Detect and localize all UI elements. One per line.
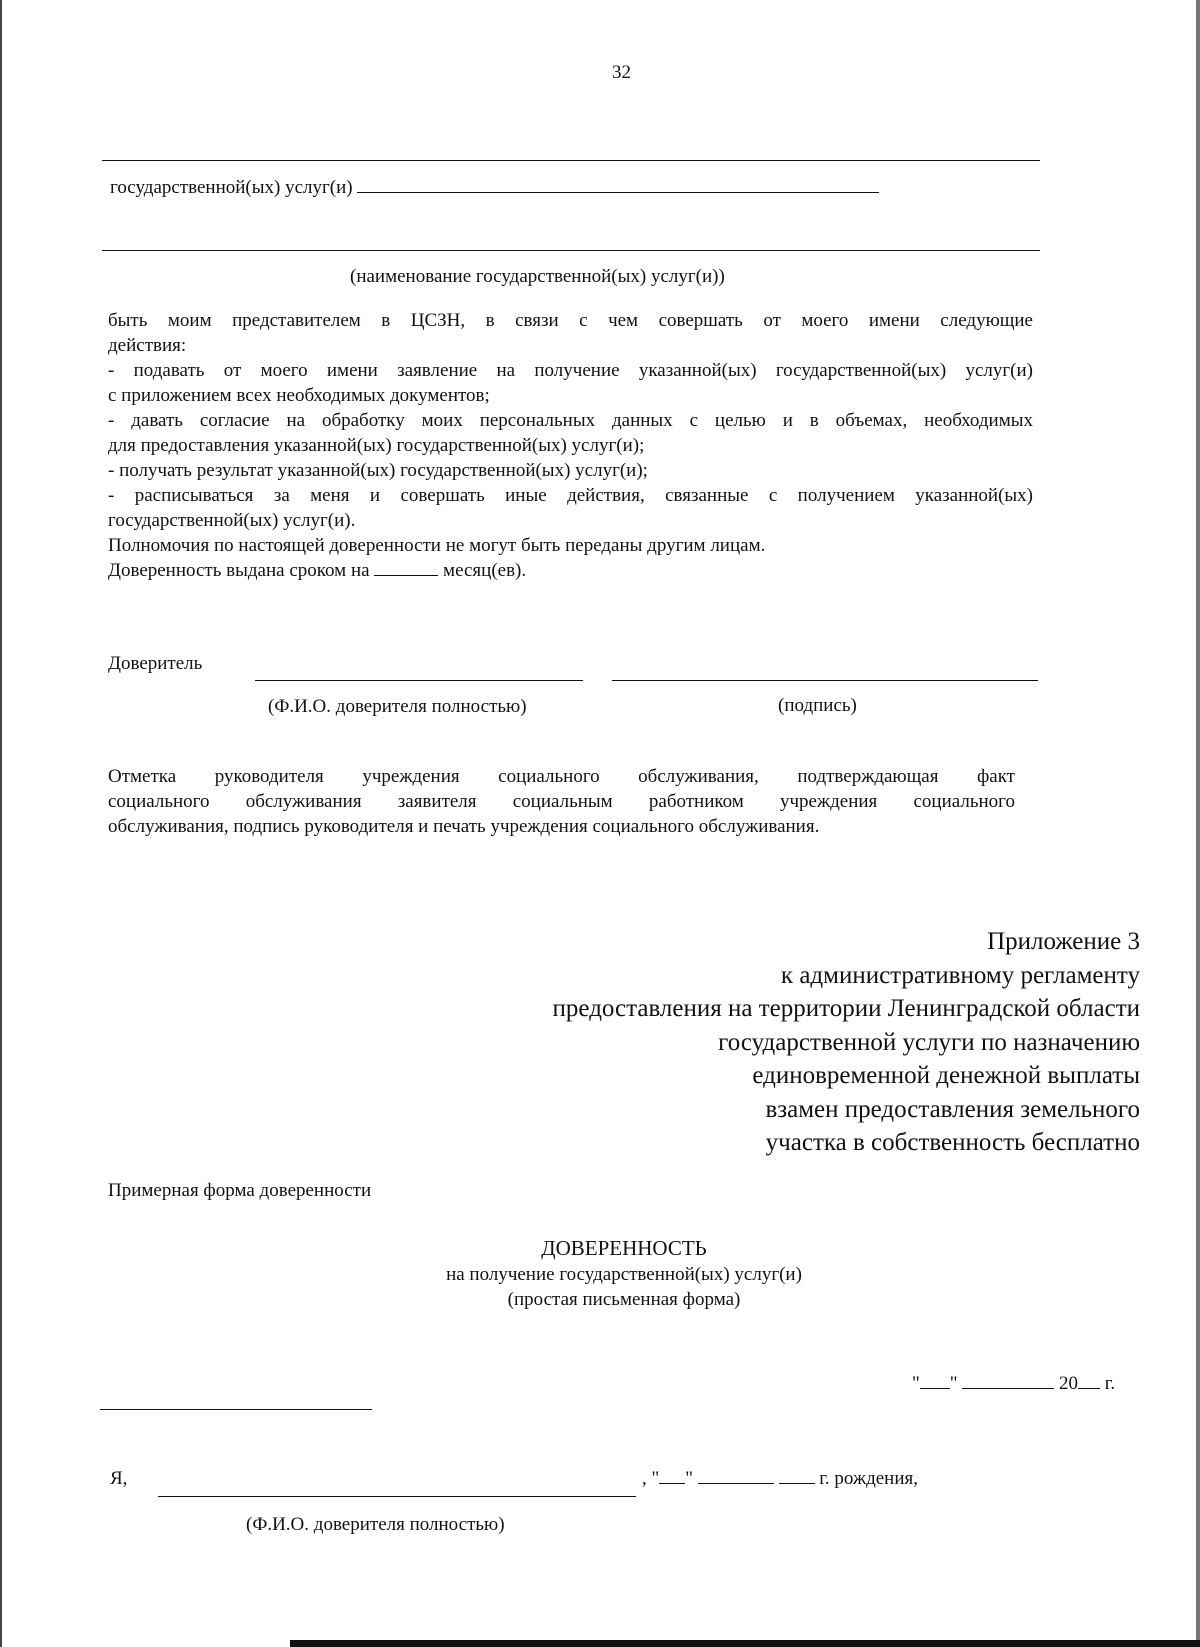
appendix-line: взамен предоставления земельного: [765, 1095, 1140, 1123]
body-line: быть моим представителем в ЦСЗН, в связи с чем совершать от моего имени следующие: [108, 310, 1033, 331]
body-line: Полномочия по настоящей доверенности не могут быть переданы другим лицам.: [108, 535, 766, 556]
services-caption: (наименование государственной(ых) услуг(и)): [350, 266, 725, 287]
page-number: 32: [612, 62, 631, 83]
date-line: [912, 1371, 1115, 1396]
body-line: - давать согласие на обработку моих персональных данных с целью и в объемах, необходимых: [108, 410, 1033, 431]
appendix-line: Приложение 3: [987, 928, 1140, 955]
principal-label: Доверитель: [108, 653, 203, 674]
date-quote-close: ": [949, 1373, 958, 1394]
date-year-suffix: г.: [1104, 1373, 1116, 1394]
services-prefix: [110, 175, 879, 200]
principal-signature-line: [612, 680, 1038, 681]
body-line: - получать результат указанной(ых) государственной(ых) услуг(и);: [108, 460, 648, 481]
place-line: [100, 1409, 372, 1410]
scan-edge-left: [0, 0, 2, 1647]
date-year-blank: [1078, 1387, 1100, 1389]
head-note: [108, 764, 1015, 839]
doc-title-block: [324, 1234, 924, 1312]
identity-fio-line: [158, 1496, 636, 1497]
identity-comma-quote: , ": [642, 1468, 660, 1489]
appendix-line: участка в собственность бесплатно: [765, 1129, 1140, 1156]
scan-edge-bottom: [290, 1640, 1200, 1647]
note-line: социального обслуживания заявителя социальным работником учреждения социального: [108, 791, 1015, 812]
services-name-line: [102, 250, 1040, 251]
appendix-line: единовременной денежной выплаты: [752, 1062, 1140, 1089]
identity-birth-suffix: г. рождения,: [819, 1468, 919, 1489]
identity-month-blank: [698, 1482, 774, 1484]
date-month-blank: [962, 1387, 1054, 1389]
term-line: [108, 558, 1033, 583]
identity-year-blank: [779, 1482, 815, 1484]
note-line: Отметка руководителя учреждения социального обслуживания, подтверждающая факт: [108, 766, 1015, 787]
note-line: обслуживания, подпись руководителя и печать учреждения социального обслуживания.: [108, 816, 820, 837]
body-line: - подавать от моего имени заявление на получение указанной(ых) государственной(ых) услуг(и): [108, 360, 1033, 381]
top-blank-line: [102, 160, 1040, 161]
identity-i: Я,: [110, 1468, 128, 1489]
principal-fio-caption: (Ф.И.О. доверителя полностью): [268, 696, 527, 717]
services-blank: [357, 191, 879, 193]
identity-day-blank: [659, 1482, 685, 1484]
principal-signature-caption: (подпись): [778, 695, 857, 716]
services-prefix-text: государственной(ых) услуг(и): [110, 177, 353, 198]
doc-subtitle: на получение государственной(ых) услуг(и): [446, 1264, 802, 1285]
appendix-block: [440, 925, 1140, 1160]
doc-form-type: (простая письменная форма): [507, 1289, 741, 1310]
form-label: Примерная форма доверенности: [108, 1180, 372, 1201]
date-year-prefix: 20: [1059, 1373, 1079, 1394]
body-line: для предоставления указанной(ых) государственной(ых) услуг(и);: [108, 435, 645, 456]
identity-quote-close: ": [685, 1468, 694, 1489]
date-quote-open: ": [912, 1373, 920, 1394]
identity-birth: [642, 1466, 918, 1491]
principal-fio-line: [255, 680, 583, 681]
body-line: государственной(ых) услуг(и).: [108, 510, 356, 531]
body-paragraph: [108, 308, 1033, 583]
appendix-line: предоставления на территории Ленинградской области: [552, 995, 1140, 1022]
body-line: действия:: [108, 335, 187, 356]
appendix-line: к административному регламенту: [780, 961, 1140, 989]
body-line: - расписываться за меня и совершать иные действия, связанные с получением указанной(ых): [108, 485, 1033, 506]
identity-fio-caption: (Ф.И.О. доверителя полностью): [246, 1514, 505, 1535]
doc-title: ДОВЕРЕННОСТЬ: [541, 1236, 707, 1260]
date-day-blank: [920, 1387, 950, 1389]
scan-edge-right: [1196, 0, 1200, 1647]
body-line: с приложением всех необходимых документов;: [108, 385, 490, 406]
term-suffix: месяц(ев).: [443, 560, 527, 581]
appendix-line: государственной услуги по назначению: [718, 1028, 1140, 1056]
term-prefix: Доверенность выдана сроком на: [108, 560, 370, 581]
term-blank: [374, 574, 438, 576]
